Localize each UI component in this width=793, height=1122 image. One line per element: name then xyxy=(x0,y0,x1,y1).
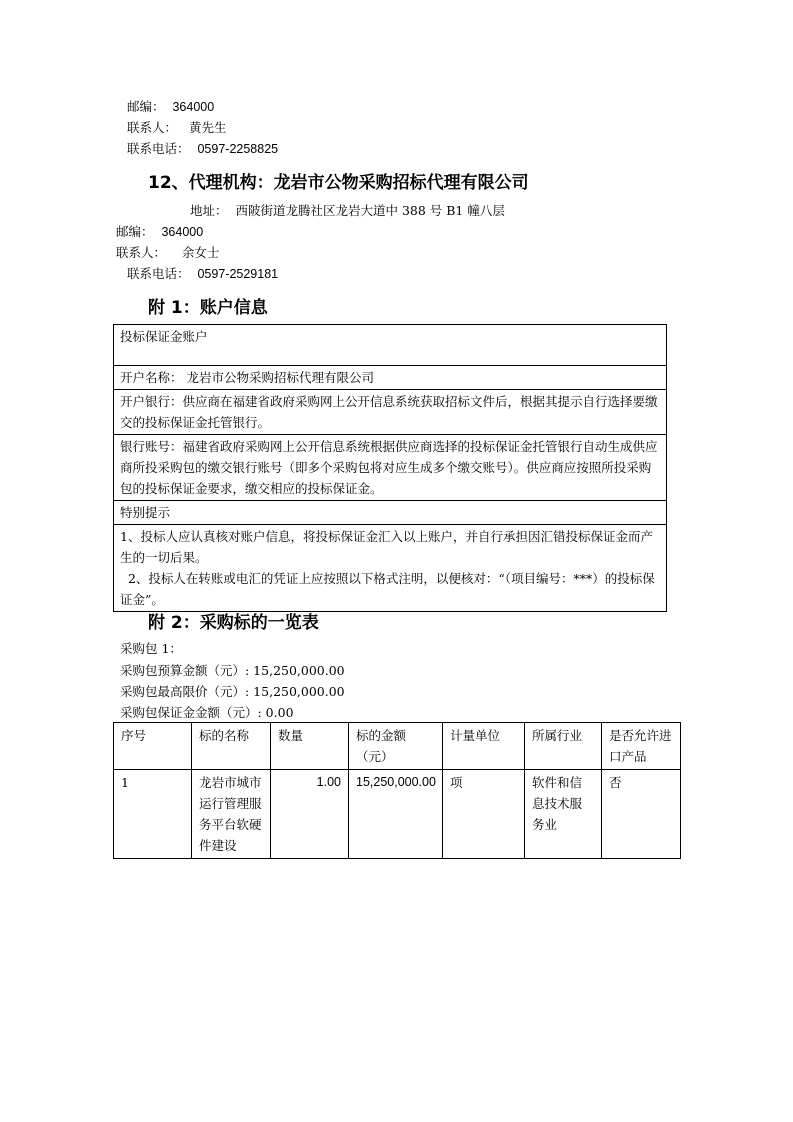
header-index: 序号 xyxy=(114,723,192,770)
postcode-line xyxy=(127,98,214,116)
notice-items-cell xyxy=(114,525,667,612)
notice-item-1: 1、投标人应认真核对账户信息，将投标保证金汇入以上账户，并自行承担因汇错投标保证金而产生的一切后果。 xyxy=(120,529,653,565)
header-amount: 标的金额（元） xyxy=(349,723,443,770)
contact-label: 联系人： xyxy=(127,120,178,135)
appendix1-heading: 附 1：账户信息 xyxy=(148,298,268,318)
table-row xyxy=(114,435,667,501)
agency-phone-line xyxy=(127,265,278,283)
procurement-items-table xyxy=(113,722,681,859)
table-row xyxy=(114,770,681,859)
phone-value: 0597-2258825 xyxy=(197,142,279,156)
postcode-value: 364000 xyxy=(172,100,215,114)
header-item-name: 标的名称 xyxy=(192,723,271,770)
phone-line xyxy=(127,140,278,158)
agency-contact-line xyxy=(116,244,219,262)
account-info-table xyxy=(113,324,667,612)
agency-postcode-value: 364000 xyxy=(161,225,204,239)
table-row xyxy=(114,501,667,525)
account-title-cell: 投标保证金账户 xyxy=(114,325,667,366)
table-row xyxy=(114,390,667,435)
package-max-price: 采购包最高限价（元）: 15,250,000.00 xyxy=(120,684,345,699)
header-industry: 所属行业 xyxy=(525,723,602,770)
cell-amount: 15,250,000.00 xyxy=(349,770,443,859)
agency-phone-label: 联系电话： xyxy=(127,266,190,281)
package-deposit: 采购包保证金金额（元）: 0.00 xyxy=(120,705,294,720)
agency-contact-label: 联系人： xyxy=(116,245,167,260)
header-unit: 计量单位 xyxy=(443,723,525,770)
cell-item-name: 龙岩市城市运行管理服务平台软硬件建设 xyxy=(192,770,271,859)
table-row xyxy=(114,525,667,612)
phone-label: 联系电话： xyxy=(127,141,190,156)
table-row xyxy=(114,366,667,390)
package-budget: 采购包预算金额（元）: 15,250,000.00 xyxy=(120,663,345,678)
address-value: 西陂街道龙腾社区龙岩大道中 388 号 B1 幢八层 xyxy=(235,203,505,218)
table-row xyxy=(114,325,667,366)
agency-postcode-label: 邮编： xyxy=(116,224,154,239)
cell-industry: 软件和信息技术服务业 xyxy=(525,770,602,859)
special-notice-cell: 特别提示 xyxy=(114,501,667,525)
agency-address-line xyxy=(190,202,505,220)
header-quantity: 数量 xyxy=(271,723,349,770)
agency-heading: 12、代理机构：龙岩市公物采购招标代理有限公司 xyxy=(148,173,529,193)
account-number-cell: 银行账号：福建省政府采购网上公开信息系统根据供应商选择的投标保证金托管银行自动生成供应商所投采购包的缴交银行账号（即多个采购包将对应生成多个缴交账号）。供应商应按照所投采购包的投标保证金要求，缴交相应的投标保证金。 xyxy=(114,435,667,501)
appendix2-heading: 附 2：采购标的一览表 xyxy=(148,613,319,633)
header-import: 是否允许进口产品 xyxy=(602,723,681,770)
notice-item-2: 2、投标人在转账或电汇的凭证上应按照以下格式注明，以便核对：“（项目编号：***）的投标保证金”。 xyxy=(120,571,655,607)
package-label: 采购包 1： xyxy=(120,641,182,656)
cell-quantity: 1.00 xyxy=(271,770,349,859)
cell-index: 1 xyxy=(114,770,192,859)
agency-postcode-line xyxy=(116,223,203,241)
table-header-row xyxy=(114,723,681,770)
account-bank-cell: 开户银行：供应商在福建省政府采购网上公开信息系统获取招标文件后，根据其提示自行选择要缴交的投标保证金托管银行。 xyxy=(114,390,667,435)
contact-line xyxy=(127,119,226,137)
contact-value: 黄先生 xyxy=(188,120,227,135)
agency-contact-value: 余女士 xyxy=(181,245,220,260)
postcode-label: 邮编： xyxy=(127,99,165,114)
agency-phone-value: 0597-2529181 xyxy=(197,267,279,281)
cell-import: 否 xyxy=(602,770,681,859)
address-label: 地址： xyxy=(190,203,228,218)
cell-unit: 项 xyxy=(443,770,525,859)
account-name-cell: 开户名称： 龙岩市公物采购招标代理有限公司 xyxy=(114,366,667,390)
